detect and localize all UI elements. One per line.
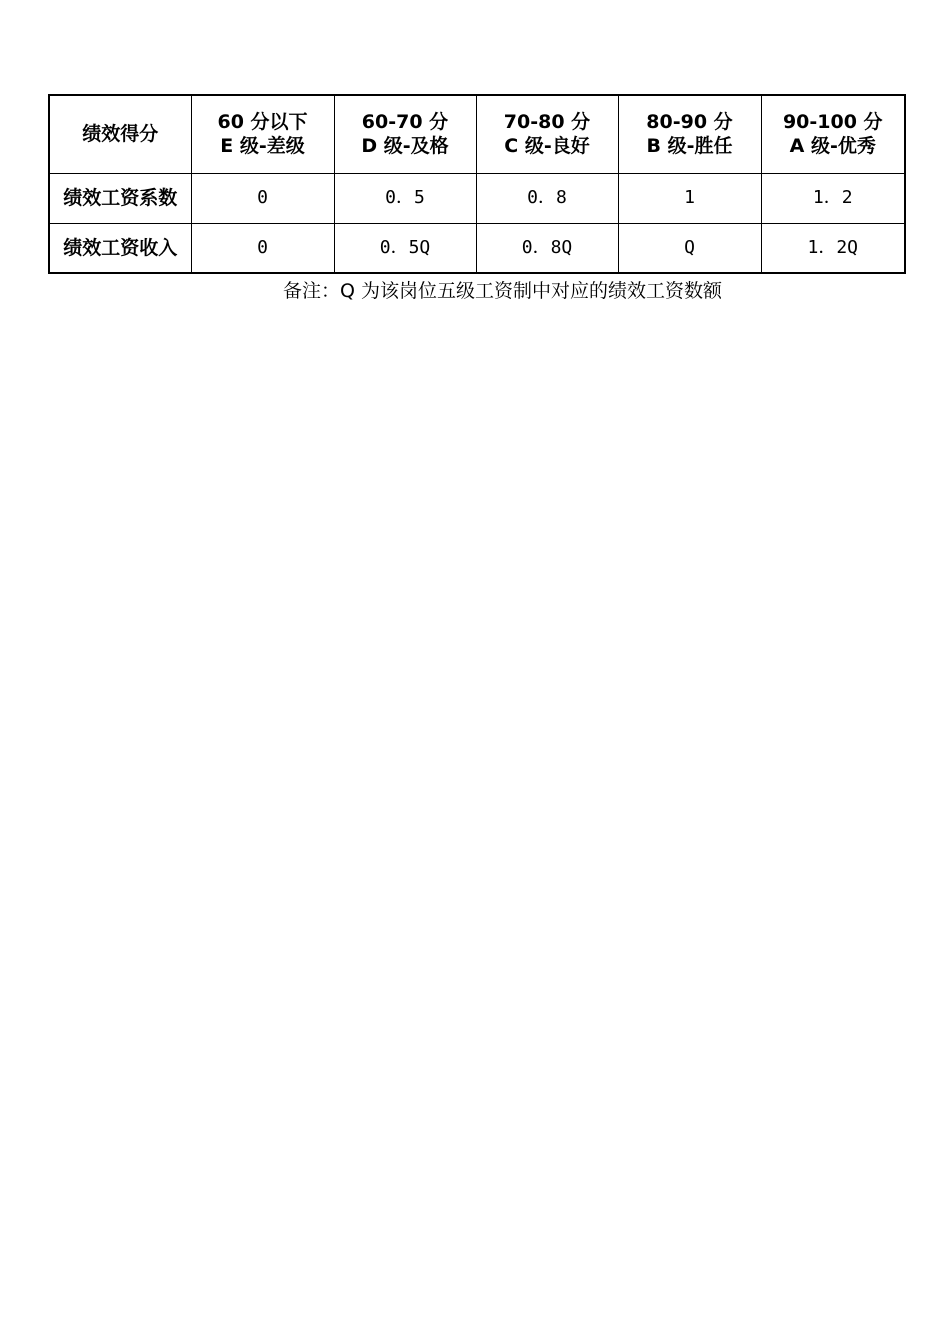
table-cell: 0 [191,173,334,223]
grade-c-level: C 级-良好 [504,135,590,158]
grade-a-cell [761,95,905,173]
grade-e-level: E 级-差级 [220,135,305,158]
table-cell: 0．5Q [334,223,476,273]
table-row-coefficient [49,173,905,223]
grade-a-range: 90-100 分 [782,111,883,134]
row-label-coefficient: 绩效工资系数 [49,173,191,223]
performance-table [48,94,906,274]
table-cell: 0．5 [334,173,476,223]
grade-e-cell [191,95,334,173]
header-label-cell: 绩效得分 [49,95,191,173]
table-header-row [49,95,905,173]
grade-b-level: B 级-胜任 [646,135,733,158]
grade-e-range: 60 分以下 [217,111,308,134]
table-cell: 1．2 [761,173,905,223]
row-label-income: 绩效工资收入 [49,223,191,273]
table-cell: 1 [618,173,761,223]
grade-c-cell [476,95,618,173]
grade-a-level: A 级-优秀 [789,135,876,158]
table-cell: 0．8 [476,173,618,223]
table-cell: 0 [191,223,334,273]
grade-c-range: 70-80 分 [503,111,591,134]
grade-d-range: 60-70 分 [361,111,449,134]
grade-d-level: D 级-及格 [361,135,449,158]
grade-d-cell [334,95,476,173]
table-cell: 1．2Q [761,223,905,273]
table-cell: 0．8Q [476,223,618,273]
table-row-income [49,223,905,273]
table-note: 备注：Q 为该岗位五级工资制中对应的绩效工资数额 [283,280,722,302]
grade-b-cell [618,95,761,173]
grade-b-range: 80-90 分 [646,111,733,134]
table-cell: Q [618,223,761,273]
